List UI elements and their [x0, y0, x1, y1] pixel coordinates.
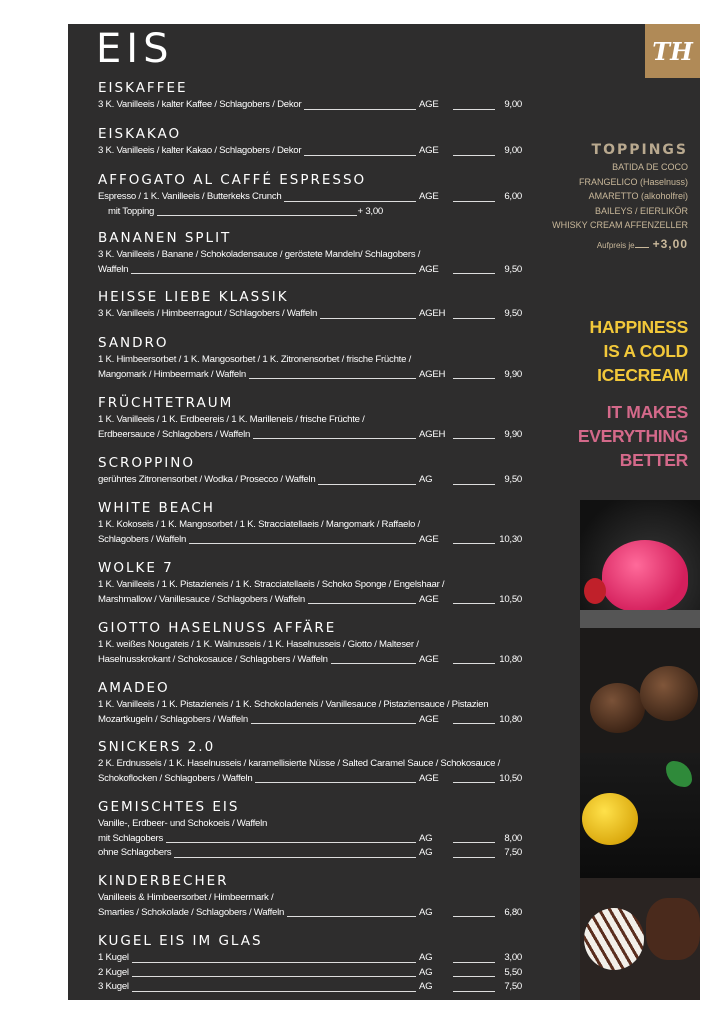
leader-line — [308, 603, 416, 604]
leader-line — [453, 438, 495, 439]
item-description: 3 K. Vanilleeis / kalter Kakao / Schlagobers / Dekor — [98, 145, 302, 156]
item-price-line — [98, 713, 522, 728]
item-price: 5,50 — [504, 966, 522, 978]
item-price: 10,50 — [499, 593, 522, 605]
item-price-line — [98, 263, 522, 278]
item-description: 3 K. Vanilleeis / Banane / Schokoladensauce / geröstete Mandeln/ Schlagobers / — [98, 249, 421, 260]
leader-line — [453, 991, 495, 992]
page-title: EIS — [96, 26, 174, 72]
item-name: GEMISCHTES EIS — [98, 799, 240, 815]
allergen-code: AG — [419, 966, 433, 978]
allergen-code: AGEH — [419, 368, 446, 380]
leader-line — [318, 484, 416, 485]
item-name: SANDRO — [98, 335, 169, 351]
item-description: Mozartkugeln / Schlagobers / Waffeln — [98, 713, 248, 725]
leader-line — [453, 962, 495, 963]
item-price: 6,80 — [504, 906, 522, 918]
allergen-code: AG — [419, 981, 433, 992]
allergen-code: AG — [419, 952, 433, 963]
menu-item — [98, 230, 522, 277]
allergen-code: AG — [419, 474, 433, 485]
item-name: BANANEN SPLIT — [98, 230, 232, 246]
item-price: 3,00 — [504, 952, 522, 963]
item-price-line — [98, 653, 522, 668]
menu-item — [98, 500, 522, 547]
item-description-line — [98, 248, 522, 263]
allergen-code: AGE — [419, 191, 439, 202]
item-description: 2 Kugel — [98, 966, 129, 978]
surcharge-price: +3,00 — [652, 236, 688, 251]
item-option-line — [98, 205, 383, 220]
item-price-line — [98, 428, 522, 443]
toppings-heading: TOPPINGS — [591, 142, 688, 158]
menu-item — [98, 289, 522, 322]
item-description-line — [98, 578, 522, 593]
item-price-line — [98, 144, 522, 159]
item-price-line — [98, 846, 522, 861]
slogan-line: BETTER — [619, 450, 688, 470]
item-description-line — [98, 638, 522, 653]
leader-line — [249, 378, 416, 379]
item-price-line — [98, 966, 522, 981]
leader-line — [253, 438, 416, 439]
allergen-code: AGE — [419, 772, 439, 784]
allergen-code: AGE — [419, 99, 439, 110]
leader-line — [453, 378, 495, 379]
item-description: Haselnusskrokant / Schokosauce / Schlagobers / Waffeln — [98, 653, 328, 665]
leader-line — [132, 962, 416, 963]
leader-line — [453, 201, 495, 202]
item-description: mit Schlagobers — [98, 832, 164, 844]
leader-line — [453, 857, 495, 858]
leader-line — [453, 723, 495, 724]
leader-line — [304, 109, 416, 110]
menu-item — [98, 126, 522, 159]
slogan-line: IS A COLD — [603, 341, 688, 361]
item-description-line — [98, 757, 522, 772]
item-price-line — [98, 772, 522, 787]
leader-line — [284, 201, 416, 202]
topping-surcharge — [552, 237, 688, 251]
item-price: 9,50 — [504, 474, 522, 485]
item-name: KINDERBECHER — [98, 873, 229, 889]
logo: TH — [645, 24, 700, 78]
leader-line — [131, 273, 416, 274]
item-price: 10,80 — [499, 713, 522, 725]
menu-item — [98, 873, 522, 920]
leader-line — [453, 273, 495, 274]
toppings-box — [552, 142, 688, 251]
allergen-code: AGEH — [419, 308, 446, 319]
leader-line — [453, 155, 495, 156]
item-description: Mangomark / Himbeermark / Waffeln — [98, 368, 246, 380]
item-price: 9,90 — [504, 368, 522, 380]
item-price: 10,80 — [499, 653, 522, 665]
topping-item: BAILEYS / EIERLIKÖR — [594, 205, 688, 216]
menu-item — [98, 395, 522, 442]
menu-item — [98, 560, 522, 607]
item-description: 3 K. Vanilleeis / kalter Kaffee / Schlagobers / Dekor — [98, 99, 302, 110]
item-name: EISKAFFEE — [98, 80, 188, 96]
item-name: AFFOGATO AL CAFFÉ ESPRESSO — [98, 172, 367, 188]
leader-line — [453, 663, 495, 664]
item-description: 1 K. Vanilleeis / 1 K. Pistazieneis / 1 K. Stracciatellaeis / Schoko Sponge / Engelshaar / — [98, 579, 445, 590]
item-price-line — [98, 307, 522, 322]
item-description: Schlagobers / Waffeln — [98, 533, 187, 545]
item-price-line — [98, 533, 522, 548]
item-name: WOLKE 7 — [98, 560, 174, 576]
leader-line — [255, 782, 416, 783]
item-price-line — [98, 906, 522, 921]
item-description: 1 K. Vanilleeis / 1 K. Erdbeereis / 1 K. Marilleneis / frische Früchte / — [98, 414, 365, 425]
item-description-line — [98, 518, 522, 533]
item-price-line — [98, 368, 522, 383]
item-price: 9,00 — [504, 145, 522, 156]
leader-line — [189, 543, 416, 544]
item-price: 9,00 — [504, 99, 522, 110]
leader-line — [287, 916, 416, 917]
option-price: + 3,00 — [357, 205, 383, 217]
item-price: 9,50 — [504, 308, 522, 319]
item-description: Schokoflocken / Schlagobers / Waffeln — [98, 772, 253, 784]
leader-line — [453, 543, 495, 544]
slogan-line: HAPPINESS — [589, 317, 688, 337]
leader-line — [453, 318, 495, 319]
item-description: ohne Schlagobers — [98, 847, 172, 858]
item-price-line — [98, 190, 522, 205]
item-price-line — [98, 832, 522, 847]
menu-item — [98, 933, 522, 995]
item-description: 1 Kugel — [98, 952, 129, 963]
item-description-line — [98, 413, 522, 428]
item-price-line — [98, 98, 522, 113]
item-price: 9,90 — [504, 428, 522, 440]
item-description: 3 K. Vanilleeis / Himbeerragout / Schlagobers / Waffeln — [98, 308, 318, 319]
leader-line — [453, 109, 495, 110]
item-price: 6,00 — [504, 191, 522, 202]
leader-line — [453, 782, 495, 783]
item-price-line — [98, 951, 522, 966]
leader-line — [304, 155, 416, 156]
option-text: mit Topping — [108, 205, 155, 217]
item-description: 2 K. Erdnusseis / 1 K. Haselnusseis / karamellisierte Nüsse / Salted Caramel Sauce / Schokosauce / — [98, 758, 501, 769]
slogan-better — [578, 400, 688, 472]
topping-item: AMARETTO (alkoholfrei) — [588, 191, 688, 201]
photo-strip — [580, 500, 700, 1000]
leader-line — [132, 976, 416, 977]
item-name: KUGEL EIS IM GLAS — [98, 933, 263, 949]
surcharge-label: Aufpreis je — [596, 240, 635, 250]
item-description: Marshmallow / Vanillesauce / Schlagobers / Waffeln — [98, 593, 306, 605]
item-description: Espresso / 1 K. Vanilleeis / Butterkeks Crunch — [98, 191, 282, 202]
item-description: Vanille-, Erdbeer- und Schokoeis / Waffeln — [98, 818, 268, 829]
allergen-code: AGE — [419, 145, 439, 156]
leader-line — [166, 842, 416, 843]
item-description-line — [98, 353, 522, 368]
lemon-icecream-photo — [580, 753, 700, 878]
topping-item: FRANGELICO (Haselnuss) — [578, 176, 688, 187]
item-name: SNICKERS 2.0 — [98, 739, 216, 755]
stracciatella-icecream-photo — [580, 878, 700, 1000]
item-description-line — [98, 891, 522, 906]
item-description: 1 K. Kokoseis / 1 K. Mangosorbet / 1 K. Stracciatellaeis / Mangomark / Raffaelo / — [98, 519, 420, 530]
topping-item: BATIDA DE COCO — [612, 162, 688, 172]
allergen-code: AG — [419, 832, 433, 844]
menu-item — [98, 335, 522, 382]
leader-line — [453, 603, 495, 604]
item-name: GIOTTO HASELNUSS AFFÄRE — [98, 620, 337, 636]
raspberry-icecream-photo — [580, 500, 700, 628]
leader-line — [157, 215, 356, 216]
item-price: 10,30 — [499, 533, 522, 545]
slogan-line: IT MAKES — [606, 402, 688, 422]
item-name: HEISSE LIEBE KLASSIK — [98, 289, 289, 305]
item-description: 3 Kugel — [98, 981, 129, 992]
item-name: EISKAKAO — [98, 126, 182, 142]
leader-line — [453, 916, 495, 917]
leader-line — [453, 976, 495, 977]
menu-item — [98, 739, 522, 786]
menu-item — [98, 172, 522, 219]
slogan-happiness — [590, 315, 688, 387]
item-description: Vanilleeis & Himbeersorbet / Himbeermark / — [98, 892, 274, 903]
leader-line — [174, 857, 416, 858]
item-description: 1 K. Himbeersorbet / 1 K. Mangosorbet / 1 K. Zitronensorbet / frische Früchte / — [98, 354, 411, 365]
menu-item — [98, 620, 522, 667]
topping-item: WHISKY CREAM AFFENZELLER — [552, 220, 688, 230]
slogan-line: EVERYTHING — [577, 426, 688, 446]
chocolate-icecream-photo — [580, 628, 700, 753]
allergen-code: AGE — [419, 713, 439, 725]
allergen-code: AGE — [419, 593, 439, 605]
item-price: 7,50 — [504, 847, 522, 858]
item-price: 9,50 — [504, 263, 522, 275]
leader-line — [132, 991, 416, 992]
item-description-line — [98, 698, 522, 713]
leader-line — [331, 663, 416, 664]
item-description: gerührtes Zitronensorbet / Wodka / Prosecco / Waffeln — [98, 474, 316, 485]
item-name: SCROPPINO — [98, 455, 195, 471]
item-price-line — [98, 593, 522, 608]
item-description-line — [98, 817, 522, 832]
allergen-code: AG — [419, 906, 433, 918]
item-price: 8,00 — [504, 832, 522, 844]
item-name: AMADEO — [98, 680, 170, 696]
leader-line — [453, 484, 495, 485]
allergen-code: AG — [419, 847, 433, 858]
menu-item — [98, 799, 522, 861]
leader-line — [453, 842, 495, 843]
menu-item — [98, 680, 522, 727]
allergen-code: AGE — [419, 263, 439, 275]
allergen-code: AGEH — [419, 428, 446, 440]
menu-item — [98, 80, 522, 113]
item-description: 1 K. weißes Nougateis / 1 K. Walnusseis / 1 K. Haselnusseis / Giotto / Malteser / — [98, 639, 419, 650]
item-description: 1 K. Vanilleeis / 1 K. Pistazieneis / 1 K. Schokoladeneis / Vanillesauce / Pistaziensauce / Pistazien — [98, 699, 489, 710]
item-description: Smarties / Schokolade / Schlagobers / Waffeln — [98, 906, 285, 918]
item-name: WHITE BEACH — [98, 500, 215, 516]
item-price-line — [98, 980, 522, 995]
item-description: Erdbeersauce / Schlagobers / Waffeln — [98, 428, 251, 440]
item-description: Waffeln — [98, 263, 129, 275]
allergen-code: AGE — [419, 653, 439, 665]
item-price: 7,50 — [504, 981, 522, 992]
item-price-line — [98, 473, 522, 488]
slogan-line: ICECREAM — [597, 365, 688, 385]
menu-item — [98, 455, 522, 488]
item-price: 10,50 — [499, 772, 522, 784]
item-name: FRÜCHTETRAUM — [98, 395, 234, 411]
leader-line — [320, 318, 416, 319]
allergen-code: AGE — [419, 533, 439, 545]
leader-line — [251, 723, 416, 724]
